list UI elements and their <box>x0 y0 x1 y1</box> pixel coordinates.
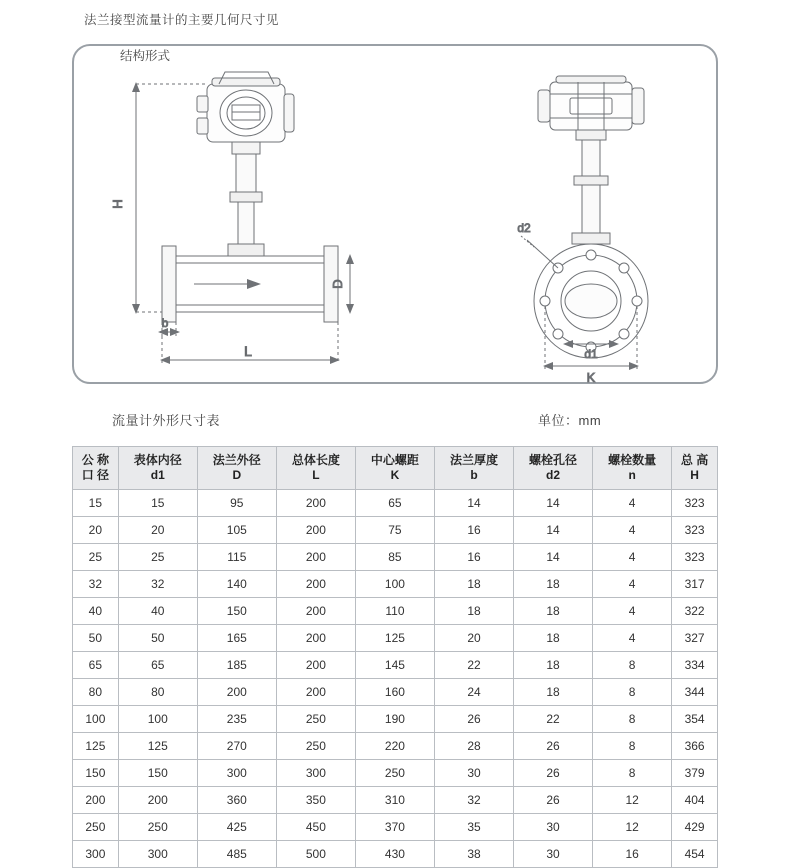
cell-L: 200 <box>276 625 355 652</box>
cell-K: 65 <box>355 490 434 517</box>
cell-L: 200 <box>276 517 355 544</box>
cell-nominal: 125 <box>73 733 119 760</box>
table-row <box>73 490 718 517</box>
cell-d1: 80 <box>118 679 197 706</box>
cell-b: 32 <box>434 787 513 814</box>
cell-n: 8 <box>593 760 672 787</box>
diagram-label: 结构形式 <box>112 46 178 64</box>
cell-H: 366 <box>672 733 718 760</box>
cell-K: 250 <box>355 760 434 787</box>
cell-K: 160 <box>355 679 434 706</box>
cell-b: 20 <box>434 625 513 652</box>
table-body <box>73 490 718 868</box>
table-row <box>73 598 718 625</box>
cell-D: 105 <box>197 517 276 544</box>
cell-K: 430 <box>355 841 434 868</box>
cell-d2: 26 <box>514 733 593 760</box>
cell-n: 4 <box>593 598 672 625</box>
svg-text:H: H <box>110 199 125 209</box>
cell-H: 323 <box>672 517 718 544</box>
cell-n: 8 <box>593 652 672 679</box>
table-row <box>73 544 718 571</box>
cell-D: 360 <box>197 787 276 814</box>
cell-n: 12 <box>593 814 672 841</box>
cell-d1: 20 <box>118 517 197 544</box>
table-row <box>73 706 718 733</box>
col-header-L: 总体长度 L <box>276 447 355 490</box>
cell-L: 500 <box>276 841 355 868</box>
svg-text:K: K <box>586 370 596 384</box>
cell-n: 8 <box>593 706 672 733</box>
col-header-K: 中心螺距 K <box>355 447 434 490</box>
cell-D: 95 <box>197 490 276 517</box>
col-header-d1: 表体内径 d1 <box>118 447 197 490</box>
cell-D: 140 <box>197 571 276 598</box>
cell-D: 200 <box>197 679 276 706</box>
cell-K: 110 <box>355 598 434 625</box>
cell-d2: 26 <box>514 787 593 814</box>
cell-d2: 14 <box>514 544 593 571</box>
cell-L: 200 <box>276 598 355 625</box>
cell-K: 190 <box>355 706 434 733</box>
cell-K: 370 <box>355 814 434 841</box>
cell-nominal: 25 <box>73 544 119 571</box>
cell-b: 22 <box>434 652 513 679</box>
svg-text:d2: d2 <box>517 221 531 235</box>
cell-nominal: 100 <box>73 706 119 733</box>
cell-nominal: 20 <box>73 517 119 544</box>
cell-d1: 250 <box>118 814 197 841</box>
cell-n: 4 <box>593 544 672 571</box>
table-title: 流量计外形尺寸表 <box>112 413 221 428</box>
cell-D: 235 <box>197 706 276 733</box>
table-row <box>73 571 718 598</box>
unit-label: 单位：mm <box>538 413 602 428</box>
table-row <box>73 679 718 706</box>
col-header-nominal: 公 称 口 径 <box>73 447 119 490</box>
cell-H: 317 <box>672 571 718 598</box>
cell-d1: 100 <box>118 706 197 733</box>
cell-nominal: 15 <box>73 490 119 517</box>
cell-H: 429 <box>672 814 718 841</box>
table-row <box>73 733 718 760</box>
cell-n: 8 <box>593 679 672 706</box>
cell-D: 150 <box>197 598 276 625</box>
cell-H: 323 <box>672 544 718 571</box>
cell-d1: 300 <box>118 841 197 868</box>
cell-d1: 25 <box>118 544 197 571</box>
cell-b: 38 <box>434 841 513 868</box>
cell-L: 200 <box>276 490 355 517</box>
cell-nominal: 250 <box>73 814 119 841</box>
intro-text: 法兰接型流量计的主要几何尺寸见 <box>84 13 280 27</box>
cell-D: 300 <box>197 760 276 787</box>
table-row <box>73 841 718 868</box>
col-header-H: 总 高 H <box>672 447 718 490</box>
cell-L: 200 <box>276 652 355 679</box>
table-row <box>73 760 718 787</box>
cell-nominal: 300 <box>73 841 119 868</box>
cell-D: 115 <box>197 544 276 571</box>
cell-d1: 125 <box>118 733 197 760</box>
cell-nominal: 80 <box>73 679 119 706</box>
cell-n: 8 <box>593 733 672 760</box>
cell-n: 16 <box>593 841 672 868</box>
cell-d1: 40 <box>118 598 197 625</box>
cell-D: 165 <box>197 625 276 652</box>
col-header-b: 法兰厚度 b <box>434 447 513 490</box>
cell-b: 24 <box>434 679 513 706</box>
cell-L: 350 <box>276 787 355 814</box>
cell-nominal: 200 <box>73 787 119 814</box>
cell-d1: 32 <box>118 571 197 598</box>
cell-D: 485 <box>197 841 276 868</box>
cell-n: 4 <box>593 517 672 544</box>
cell-b: 18 <box>434 598 513 625</box>
cell-K: 310 <box>355 787 434 814</box>
cell-nominal: 65 <box>73 652 119 679</box>
cell-b: 26 <box>434 706 513 733</box>
cell-d2: 18 <box>514 571 593 598</box>
cell-nominal: 40 <box>73 598 119 625</box>
cell-H: 454 <box>672 841 718 868</box>
cell-H: 404 <box>672 787 718 814</box>
col-header-D: 法兰外径 D <box>197 447 276 490</box>
col-header-n: 螺栓数量 n <box>593 447 672 490</box>
col-header-d2: 螺栓孔径 d2 <box>514 447 593 490</box>
table-header-row <box>73 447 718 490</box>
cell-H: 344 <box>672 679 718 706</box>
cell-L: 200 <box>276 571 355 598</box>
cell-b: 18 <box>434 571 513 598</box>
cell-d2: 18 <box>514 679 593 706</box>
cell-d2: 30 <box>514 814 593 841</box>
cell-d1: 200 <box>118 787 197 814</box>
cell-H: 327 <box>672 625 718 652</box>
cell-nominal: 32 <box>73 571 119 598</box>
cell-n: 4 <box>593 571 672 598</box>
table-row <box>73 787 718 814</box>
cell-D: 270 <box>197 733 276 760</box>
table-row <box>73 625 718 652</box>
cell-K: 145 <box>355 652 434 679</box>
cell-d1: 65 <box>118 652 197 679</box>
cell-d2: 26 <box>514 760 593 787</box>
cell-b: 30 <box>434 760 513 787</box>
cell-K: 125 <box>355 625 434 652</box>
cell-b: 14 <box>434 490 513 517</box>
svg-text:b: b <box>161 316 169 330</box>
cell-b: 28 <box>434 733 513 760</box>
cell-D: 425 <box>197 814 276 841</box>
cell-L: 200 <box>276 679 355 706</box>
svg-text:L: L <box>244 343 252 359</box>
cell-K: 75 <box>355 517 434 544</box>
cell-d2: 18 <box>514 625 593 652</box>
cell-d2: 14 <box>514 517 593 544</box>
cell-nominal: 50 <box>73 625 119 652</box>
cell-d2: 18 <box>514 652 593 679</box>
cell-H: 334 <box>672 652 718 679</box>
cell-H: 354 <box>672 706 718 733</box>
svg-text:d1: d1 <box>584 347 598 361</box>
cell-nominal: 150 <box>73 760 119 787</box>
cell-K: 220 <box>355 733 434 760</box>
cell-n: 12 <box>593 787 672 814</box>
cell-L: 300 <box>276 760 355 787</box>
cell-n: 4 <box>593 490 672 517</box>
cell-d2: 22 <box>514 706 593 733</box>
cell-K: 100 <box>355 571 434 598</box>
diagram-illustration <box>72 44 718 384</box>
cell-b: 16 <box>434 544 513 571</box>
svg-text:D: D <box>330 279 345 289</box>
cell-H: 379 <box>672 760 718 787</box>
cell-b: 16 <box>434 517 513 544</box>
cell-d1: 50 <box>118 625 197 652</box>
cell-d1: 150 <box>118 760 197 787</box>
cell-L: 200 <box>276 544 355 571</box>
table-row <box>73 652 718 679</box>
cell-L: 250 <box>276 706 355 733</box>
table-row <box>73 517 718 544</box>
cell-d2: 18 <box>514 598 593 625</box>
cell-d2: 30 <box>514 841 593 868</box>
cell-n: 4 <box>593 625 672 652</box>
cell-D: 185 <box>197 652 276 679</box>
table-row <box>73 814 718 841</box>
cell-L: 250 <box>276 733 355 760</box>
cell-d1: 15 <box>118 490 197 517</box>
cell-K: 85 <box>355 544 434 571</box>
dimension-table <box>72 446 718 868</box>
cell-b: 35 <box>434 814 513 841</box>
cell-H: 323 <box>672 490 718 517</box>
cell-H: 322 <box>672 598 718 625</box>
cell-L: 450 <box>276 814 355 841</box>
cell-d2: 14 <box>514 490 593 517</box>
